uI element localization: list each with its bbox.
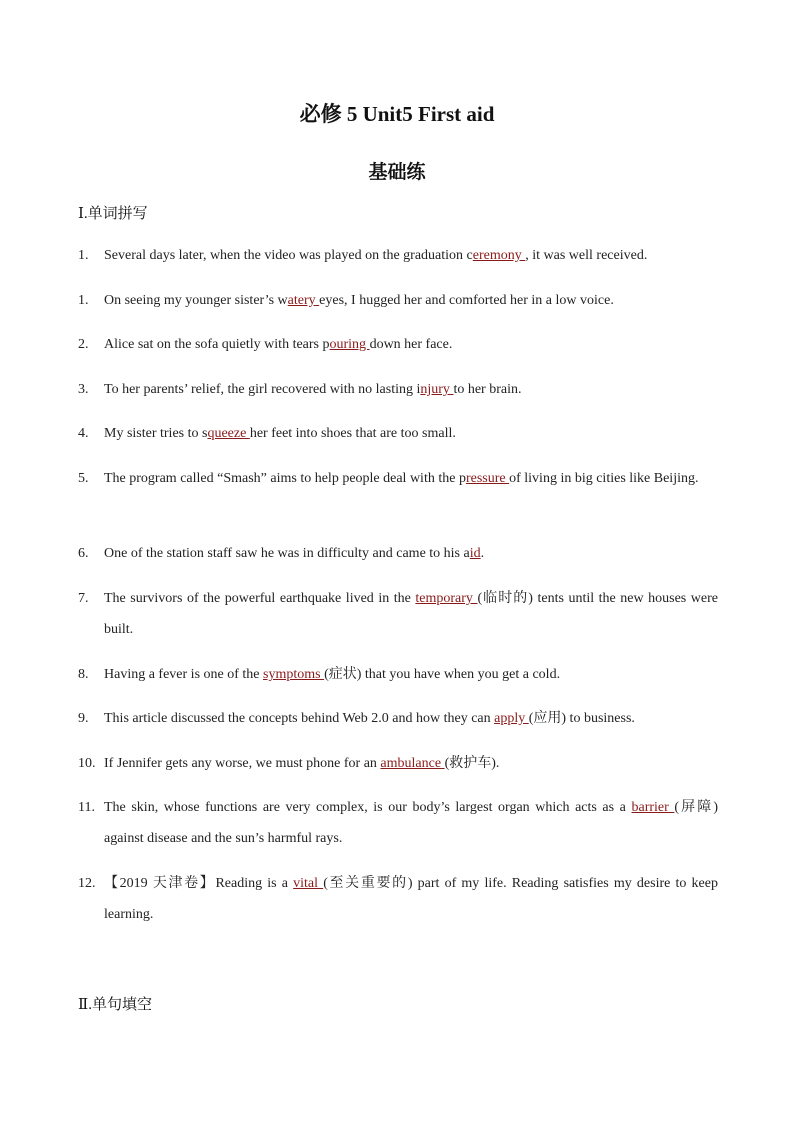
sentence-text: My sister tries to s — [104, 426, 208, 441]
item-number: 10. — [78, 756, 96, 771]
answer-blank: apply — [494, 711, 529, 726]
exercise-item — [78, 463, 718, 494]
item-sentence — [104, 463, 718, 494]
item-number: 1. — [78, 248, 89, 263]
item-number: 3. — [78, 382, 89, 397]
item-sentence — [104, 703, 718, 734]
sentence-text: To her parents’ relief, the girl recovered with no lasting i — [104, 382, 421, 397]
item-number: 4. — [78, 426, 89, 441]
sentence-text: Having a fever is one of the — [104, 667, 263, 682]
exercise-item — [78, 748, 718, 779]
item-sentence — [104, 240, 718, 271]
sentence-text: . — [480, 546, 485, 561]
exercise-item — [78, 418, 718, 449]
sentence-text: (临时的) tents until the new houses were built. — [104, 591, 718, 637]
item-number: 5. — [78, 471, 89, 486]
sentence-text: (至关重要的) part of my life. Reading satisfies my desire to keep learning. — [104, 876, 718, 922]
sentence-text: (救护车). — [444, 756, 500, 771]
answer-blank: symptoms — [263, 667, 325, 682]
item-number: 1. — [78, 293, 89, 308]
sentence-text: Alice sat on the sofa quietly with tears p — [104, 337, 330, 352]
sentence-text: eyes, I hugged her and comforted her in a low voice. — [319, 293, 614, 308]
item-sentence — [104, 748, 718, 779]
sentence-text: , it was well received. — [525, 248, 648, 263]
item-sentence — [104, 659, 718, 690]
item-sentence — [104, 538, 718, 569]
item-number: 11. — [78, 800, 95, 815]
sentence-text: to her brain. — [453, 382, 522, 397]
item-number: 7. — [78, 591, 89, 606]
answer-blank: atery — [287, 293, 320, 308]
item-sentence — [104, 583, 718, 645]
sentence-text: On seeing my younger sister’s w — [104, 293, 288, 308]
answer-blank: njury — [420, 382, 454, 397]
sentence-text: (应用) to business. — [528, 711, 635, 726]
exercise-item — [78, 792, 718, 854]
sentence-text: of living in big cities like Beijing. — [509, 471, 699, 486]
exercise-item — [78, 374, 718, 405]
page-title: 必修 5 Unit5 First aid — [299, 102, 495, 126]
item-sentence — [104, 285, 718, 316]
answer-blank: vital — [293, 876, 324, 891]
exercise-item — [78, 659, 718, 690]
sentence-text: down her face. — [369, 337, 453, 352]
exercise-item — [78, 329, 718, 360]
sentence-text: If Jennifer gets any worse, we must phone for an — [104, 756, 381, 771]
answer-blank: eremony — [472, 248, 526, 263]
item-number: 8. — [78, 667, 89, 682]
item-number: 9. — [78, 711, 89, 726]
sentence-text: The skin, whose functions are very complex, is our body’s largest organ which acts as a — [104, 800, 632, 815]
sentence-text: (症状) that you have when you get a cold. — [324, 667, 561, 682]
answer-blank: id — [469, 546, 481, 561]
exercise-item — [78, 538, 718, 569]
page-subtitle: 基础练 — [368, 162, 426, 183]
section-heading-spelling: Ⅰ.单词拼写 — [78, 206, 148, 222]
answer-blank: ressure — [465, 471, 510, 486]
sentence-text: her feet into shoes that are too small. — [249, 426, 456, 441]
exercise-item — [78, 583, 718, 645]
sentence-text: One of the station staff saw he was in difficulty and came to his a — [104, 546, 470, 561]
item-number: 6. — [78, 546, 89, 561]
item-number: 2. — [78, 337, 89, 352]
answer-blank: queeze — [207, 426, 250, 441]
sentence-text: (屏障) against disease and the sun’s harmful rays. — [104, 800, 718, 846]
exercise-item — [78, 285, 718, 316]
sentence-text: 【2019 天津卷】Reading is a — [104, 876, 294, 891]
item-sentence — [104, 792, 718, 854]
item-sentence — [104, 868, 718, 930]
answer-blank: ouring — [329, 337, 370, 352]
section-heading-fill-in: Ⅱ.单句填空 — [78, 997, 152, 1013]
item-sentence — [104, 418, 718, 449]
sentence-text: Several days later, when the video was played on the graduation c — [104, 248, 473, 263]
item-number: 12. — [78, 876, 96, 891]
sentence-text: This article discussed the concepts behind Web 2.0 and how they can — [104, 711, 495, 726]
item-sentence — [104, 374, 718, 405]
sentence-text: The program called “Smash” aims to help people deal with the p — [104, 471, 466, 486]
answer-blank: temporary — [415, 591, 478, 606]
answer-blank: ambulance — [380, 756, 445, 771]
answer-blank: barrier — [631, 800, 675, 815]
sentence-text: The survivors of the powerful earthquake lived in the — [104, 591, 416, 606]
exercise-item — [78, 703, 718, 734]
exercise-item — [78, 240, 718, 271]
exercise-item — [78, 868, 718, 930]
item-sentence — [104, 329, 718, 360]
